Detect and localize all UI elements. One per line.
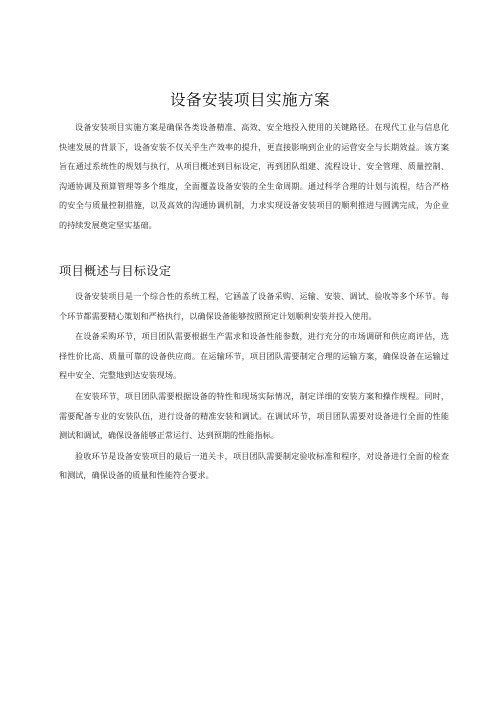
document-title: 设备安装项目实施方案 — [169, 91, 330, 109]
body-paragraph: 在安装环节，项目团队需要根据设备的特性和现场实际情况，制定详细的安装方案和操作规程。同时，需要配备专业的安装队伍，进行设备的精准安装和调试。在调试环节，项目团队需要对设备进行全面的性能测试和调试，确保设备能够正常运行、达到预期的性能指标。 — [59, 390, 449, 441]
body-paragraph: 在设备采购环节，项目团队需要根据生产需求和设备性能参数，进行充分的市场调研和供应商评估，选择性价比高、质量可靠的设备供应商。在运输环节，项目团队需要制定合理的运输方案，确保设备在运输过程中安全、完整地到达安装现场。 — [59, 331, 449, 381]
section-heading: 项目概述与目标设定 — [59, 264, 172, 278]
intro-section — [59, 118, 449, 236]
intro-paragraph: 设备安装项目实施方案是确保各类设备精准、高效、安全地投入使用的关键路径。在现代工业与信息化快速发展的背景下，设备安装不仅关乎生产效率的提升，更直接影响到企业的运营安全与长期效益。该方案旨在通过系统性的规划与执行，从项目概述到目标设定，再到团队组建、流程设计、安全管理、质量控制、沟通协调及预算管理等多个维度，全面覆盖设备安装的全生命周期。通过科学合理的计划与流程，结合严格的安全与质量控制措施，以及高效的沟通协调机制，力求实现设备安装项目的顺利推进与圆满完成，为企业的持续发展奠定坚实基础。 — [59, 122, 449, 230]
body-paragraph: 设备安装项目是一个综合性的系统工程，它涵盖了设备采购、运输、安装、调试、验收等多个环节。每个环节都需要精心策划和严格执行，以确保设备能够按照预定计划顺利安装并投入使用。 — [59, 291, 449, 321]
body-paragraph: 验收环节是设备安装项目的最后一道关卡，项目团队需要制定验收标准和程序，对设备进行全面的检查和测试，确保设备的质量和性能符合要求。 — [59, 450, 449, 481]
section-body — [59, 287, 449, 487]
